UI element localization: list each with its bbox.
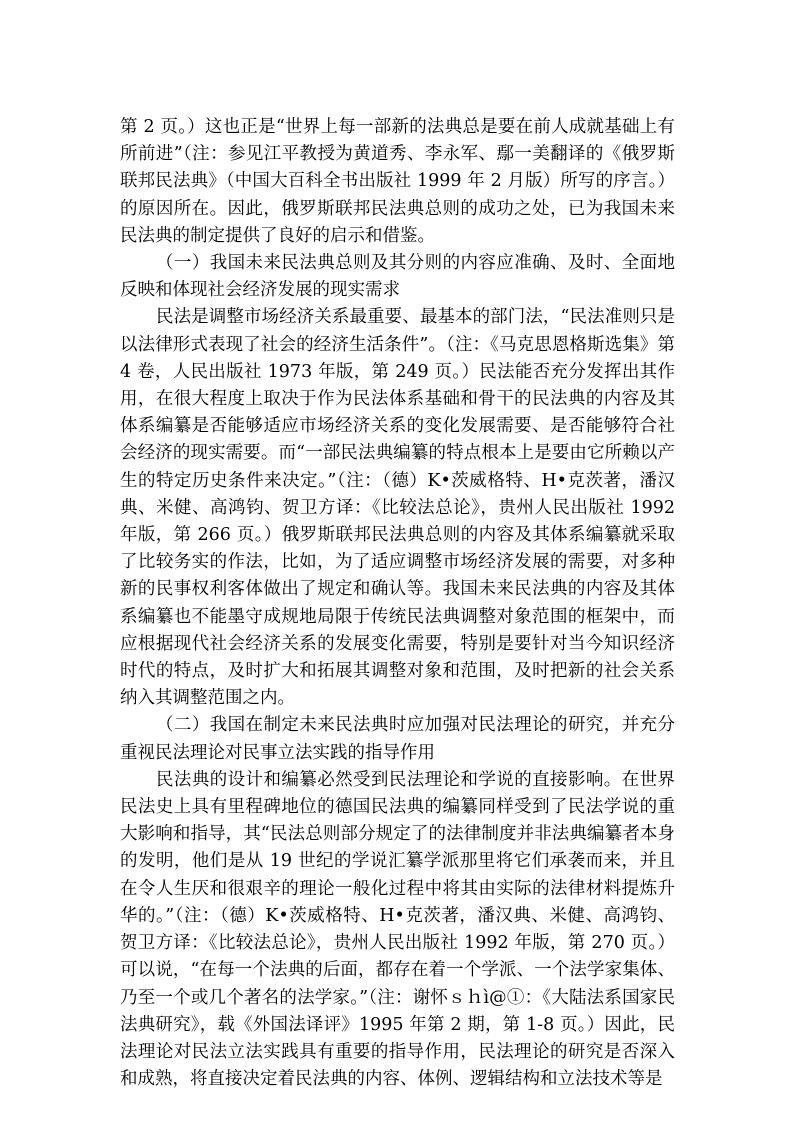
section-heading-two: （二）我国在制定未来民法典时应加强对民法理论的研究，并充分重视民法理论对民事立法实践的指导作用	[120, 715, 675, 763]
document-page	[120, 114, 675, 1093]
paragraph-section-one-body: 民法是调整市场经济关系最重要、最基本的部门法，“民法准则只是以法律形式表现了社会的经济生活条件”。（注：《马克思恩格斯选集》第 4 卷，人民出版社 1973 年版，第 249 页。）民法能否充分发挥出其作用，在很大程度上取决于作为民法体系基础和骨干的民法典的内容及其体系编纂是否能够适应市场经济关系的变化发展需要、是否能够符合社会经济的现实需要。而“一部民法典编纂的特点根本上是要由它所赖以产生的特定历史条件来决定。”（注：（德）K•茨威格特、H•克茨著，潘汉典、米健、高鸿钧、贺卫方译：《比较法总论》，贵州人民出版社 1992 年版，第 266 页。）俄罗斯联邦民法典总则的内容及其体系编纂就采取了比较务实的作法，比如，为了适应调整市场经济发展的需要，对多种新的民事权利客体做出了规定和确认等。我国未来民法典的内容及其体系编纂也不能墨守成规地局限于传统民法典调整对象范围的框架中，而应根据现代社会经济关系的发展变化需要，特别是要针对当今知识经济时代的特点，及时扩大和拓展其调整对象和范围，及时把新的社会关系纳入其调整范围之内。	[120, 307, 675, 709]
section-heading-one: （一）我国未来民法典总则及其分则的内容应准确、及时、全面地反映和体现社会经济发展的现实需求	[120, 253, 675, 301]
paragraph-intro: 第 2 页。）这也正是“世界上每一部新的法典总是要在前人成就基础上有所前进”（注：参见江平教授为黄道秀、李永军、鄢一美翻译的《俄罗斯联邦民法典》（中国大百科全书出版社 1999 年 2 月版）所写的序言。）的原因所在。因此，俄罗斯联邦民法典总则的成功之处，已为我国未来民法典的制定提供了良好的启示和借鉴。	[120, 117, 675, 246]
paragraph-section-two-body: 民法典的设计和编纂必然受到民法理论和学说的直接影响。在世界民法史上具有里程碑地位的德国民法典的编纂同样受到了民法学说的重大影响和指导，其“民法总则部分规定了的法律制度并非法典编纂者本身的发明，他们是从 19 世纪的学说汇纂学派那里将它们承袭而来，并且在令人生厌和很艰辛的理论一般化过程中将其由实际的法律材料提炼升华的。”（注：（德）K•茨威格特、H•克茨著，潘汉典、米健、高鸿钧、贺卫方译：《比较法总论》，贵州人民出版社 1992 年版，第 270 页。）可以说，“在每一个法典的后面，都存在着一个学派、一个法学家集体、乃至一个或几个著名的法学家。”（注：谢怀ｓｈì@①：《大陆法系国家民法典研究》，载《外国法译评》1995 年第 2 期，第 1-8 页。）因此，民法理论对民法立法实践具有重要的指导作用，民法理论的研究是否深入和成熟，将直接决定着民法典的内容、体例、逻辑结构和立法技术等是	[120, 769, 675, 1090]
